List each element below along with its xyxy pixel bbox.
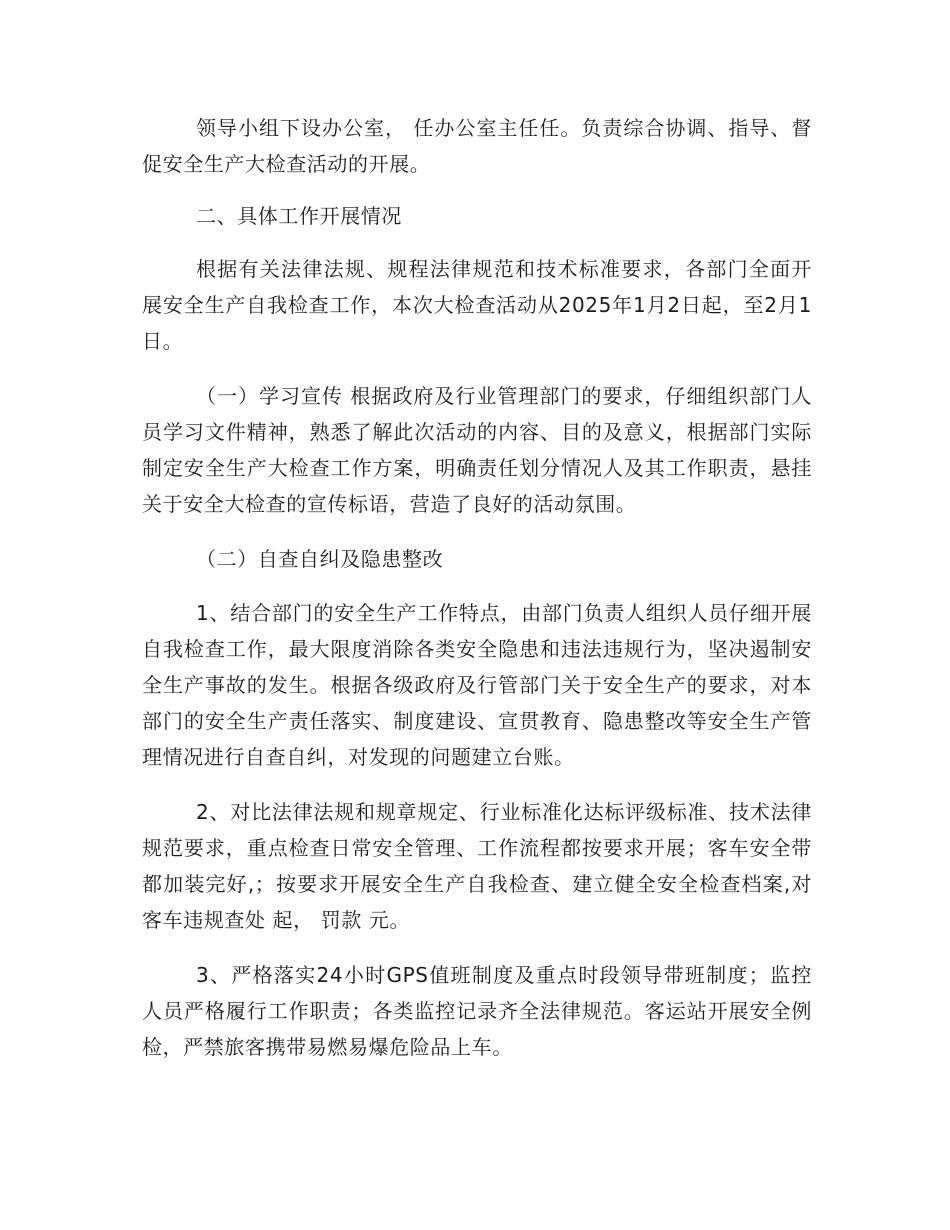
paragraph-item-3: 3、严格落实24小时GPS值班制度及重点时段领导带班制度；监控人员严格履行工作职责；各类监控记录齐全法律规范。客运站开展安全例检，严禁旅客携带易燃易爆危险品上车。 xyxy=(142,963,812,1059)
paragraph-inspection-period: 根据有关法律法规、规程法律规范和技术标准要求，各部门全面开展安全生产自我检查工作，本次大检查活动从2025年1月2日起，至2月1日。 xyxy=(142,257,812,353)
paragraph-item-2: 2、对比法律法规和规章规定、行业标准化达标评级标准、技术法律规范要求，重点检查日常安全管理、工作流程都按要求开展；客车安全带都加装完好,；按要求开展安全生产自我检查、建立健全安全检查档案,对客车违规查处 起， 罚款 元。 xyxy=(142,800,812,932)
paragraph-office-setup: 领导小组下设办公室， 任办公室主任任。负责综合协调、指导、督促安全生产大检查活动的开展。 xyxy=(142,116,812,176)
paragraph-item-1: 1、结合部门的安全生产工作特点，由部门负责人组织人员仔细开展自我检查工作，最大限度消除各类安全隐患和违法违规行为，坚决遏制安全生产事故的发生。根据各级政府及行管部门关于安全生产的要求，对本部门的安全生产责任落实、制度建设、宣贯教育、隐患整改等安全生产管理情况进行自查自纠，对发现的问题建立台账。 xyxy=(142,601,812,769)
paragraph-study-publicity: （一）学习宣传 根据政府及行业管理部门的要求，仔细组织部门人员学习文件精神，熟悉了解此次活动的内容、目的及意义，根据部门实际制定安全生产大检查工作方案，明确责任划分情况人及其工作职责，悬挂关于安全大检查的宣传标语，营造了良好的活动氛围。 xyxy=(142,384,812,516)
subheading-self-inspection: （二）自查自纠及隐患整改 xyxy=(196,547,444,571)
section-heading-work-status: 二、具体工作开展情况 xyxy=(196,204,402,228)
